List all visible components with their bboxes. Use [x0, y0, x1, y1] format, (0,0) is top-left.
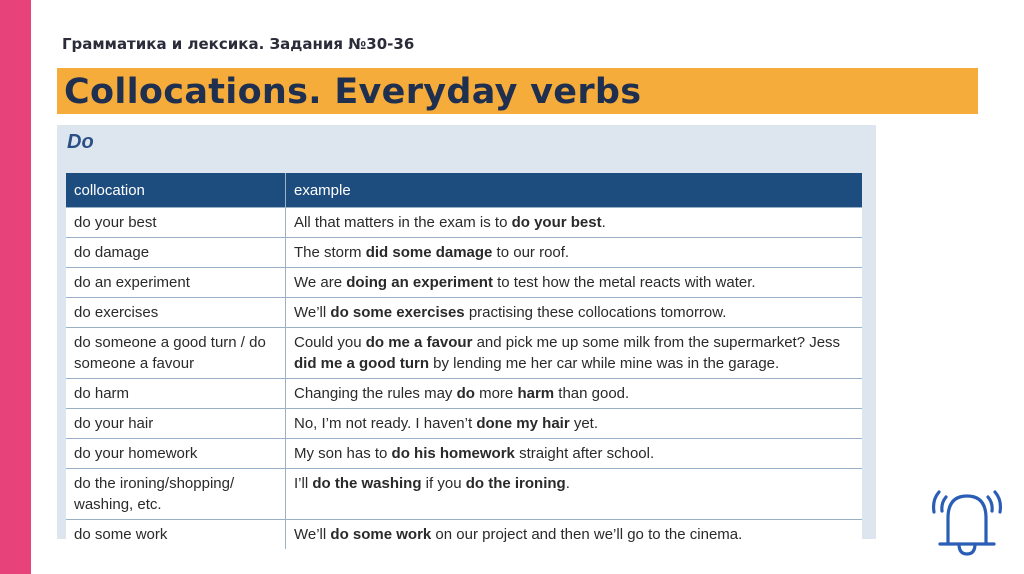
- example-collocation-highlight: doing an experiment: [346, 274, 493, 291]
- collocation-table: [66, 173, 862, 549]
- example-cell: [286, 328, 863, 379]
- example-collocation-highlight: do the washing: [312, 475, 422, 492]
- example-cell: [286, 298, 863, 328]
- example-text: Could you: [294, 334, 366, 351]
- page-subtitle: Грамматика и лексика. Задания №30-36: [62, 35, 415, 53]
- collocation-cell: do exercises: [66, 298, 286, 328]
- example-text: .: [601, 214, 606, 231]
- table-header-row: [66, 173, 862, 208]
- example-text: .: [565, 475, 570, 492]
- example-text: We’ll: [294, 526, 331, 543]
- example-collocation-highlight: did some damage: [365, 244, 493, 261]
- collocation-cell: do someone a good turn / do someone a favour: [66, 328, 286, 379]
- example-text: yet.: [569, 415, 599, 432]
- example-cell: [286, 409, 863, 439]
- table-row: [66, 298, 862, 328]
- example-cell: [286, 208, 863, 238]
- side-accent-bar: [0, 0, 31, 574]
- example-collocation-highlight: do some work: [330, 526, 432, 543]
- example-text: All that matters in the exam is to: [294, 214, 512, 231]
- example-cell: [286, 379, 863, 409]
- page-title: Collocations. Everyday verbs: [64, 72, 642, 112]
- collocation-cell: do some work: [66, 520, 286, 550]
- example-collocation-highlight: do me a favour: [365, 334, 473, 351]
- table-row: [66, 409, 862, 439]
- column-header-collocation: collocation: [66, 173, 286, 208]
- example-collocation-highlight: do: [456, 385, 475, 402]
- example-text: I’ll: [294, 475, 313, 492]
- collocation-cell: do the ironing/shopping/ washing, etc.: [66, 469, 286, 520]
- example-text: and pick me up some milk from the supermarket? Jess: [472, 334, 841, 351]
- collocation-cell: do an experiment: [66, 268, 286, 298]
- example-text: The storm: [294, 244, 366, 261]
- example-collocation-highlight: done my hair: [476, 415, 570, 432]
- panel-heading: Do: [67, 131, 94, 153]
- title-band: [57, 68, 978, 114]
- collocation-cell: do damage: [66, 238, 286, 268]
- table-row: [66, 238, 862, 268]
- table-row: [66, 469, 862, 520]
- example-text: We’ll: [294, 304, 331, 321]
- table-row: [66, 268, 862, 298]
- example-collocation-highlight: do his homework: [391, 445, 515, 462]
- collocation-cell: do your homework: [66, 439, 286, 469]
- example-collocation-highlight: harm: [517, 385, 555, 402]
- column-header-example: example: [286, 173, 863, 208]
- example-collocation-highlight: do the ironing: [465, 475, 566, 492]
- example-collocation-highlight: did me a good turn: [294, 355, 429, 372]
- example-cell: [286, 469, 863, 520]
- table-row: [66, 328, 862, 379]
- collocation-cell: do your best: [66, 208, 286, 238]
- example-text: more: [474, 385, 518, 402]
- example-collocation-highlight: do your best: [511, 214, 602, 231]
- collocation-cell: do harm: [66, 379, 286, 409]
- example-text: to our roof.: [492, 244, 570, 261]
- example-text: by lending me her car while mine was in the garage.: [429, 355, 780, 372]
- example-collocation-highlight: do some exercises: [330, 304, 465, 321]
- table-row: [66, 520, 862, 550]
- example-text: We are: [294, 274, 347, 291]
- example-cell: [286, 439, 863, 469]
- table-row: [66, 208, 862, 238]
- example-cell: [286, 520, 863, 550]
- example-text: My son has to: [294, 445, 392, 462]
- table-body: [66, 208, 862, 550]
- example-text: Changing the rules may: [294, 385, 457, 402]
- example-cell: [286, 268, 863, 298]
- example-text: on our project and then we’ll go to the cinema.: [431, 526, 743, 543]
- example-text: to test how the metal reacts with water.: [492, 274, 756, 291]
- table-row: [66, 439, 862, 469]
- example-cell: [286, 238, 863, 268]
- example-text: practising these collocations tomorrow.: [464, 304, 727, 321]
- example-text: than good.: [554, 385, 630, 402]
- example-text: No, I’m not ready. I haven’t: [294, 415, 477, 432]
- bell-icon: [926, 478, 1008, 560]
- example-text: straight after school.: [514, 445, 655, 462]
- table-row: [66, 379, 862, 409]
- collocation-cell: do your hair: [66, 409, 286, 439]
- example-text: if you: [421, 475, 466, 492]
- collocation-panel: [57, 125, 876, 543]
